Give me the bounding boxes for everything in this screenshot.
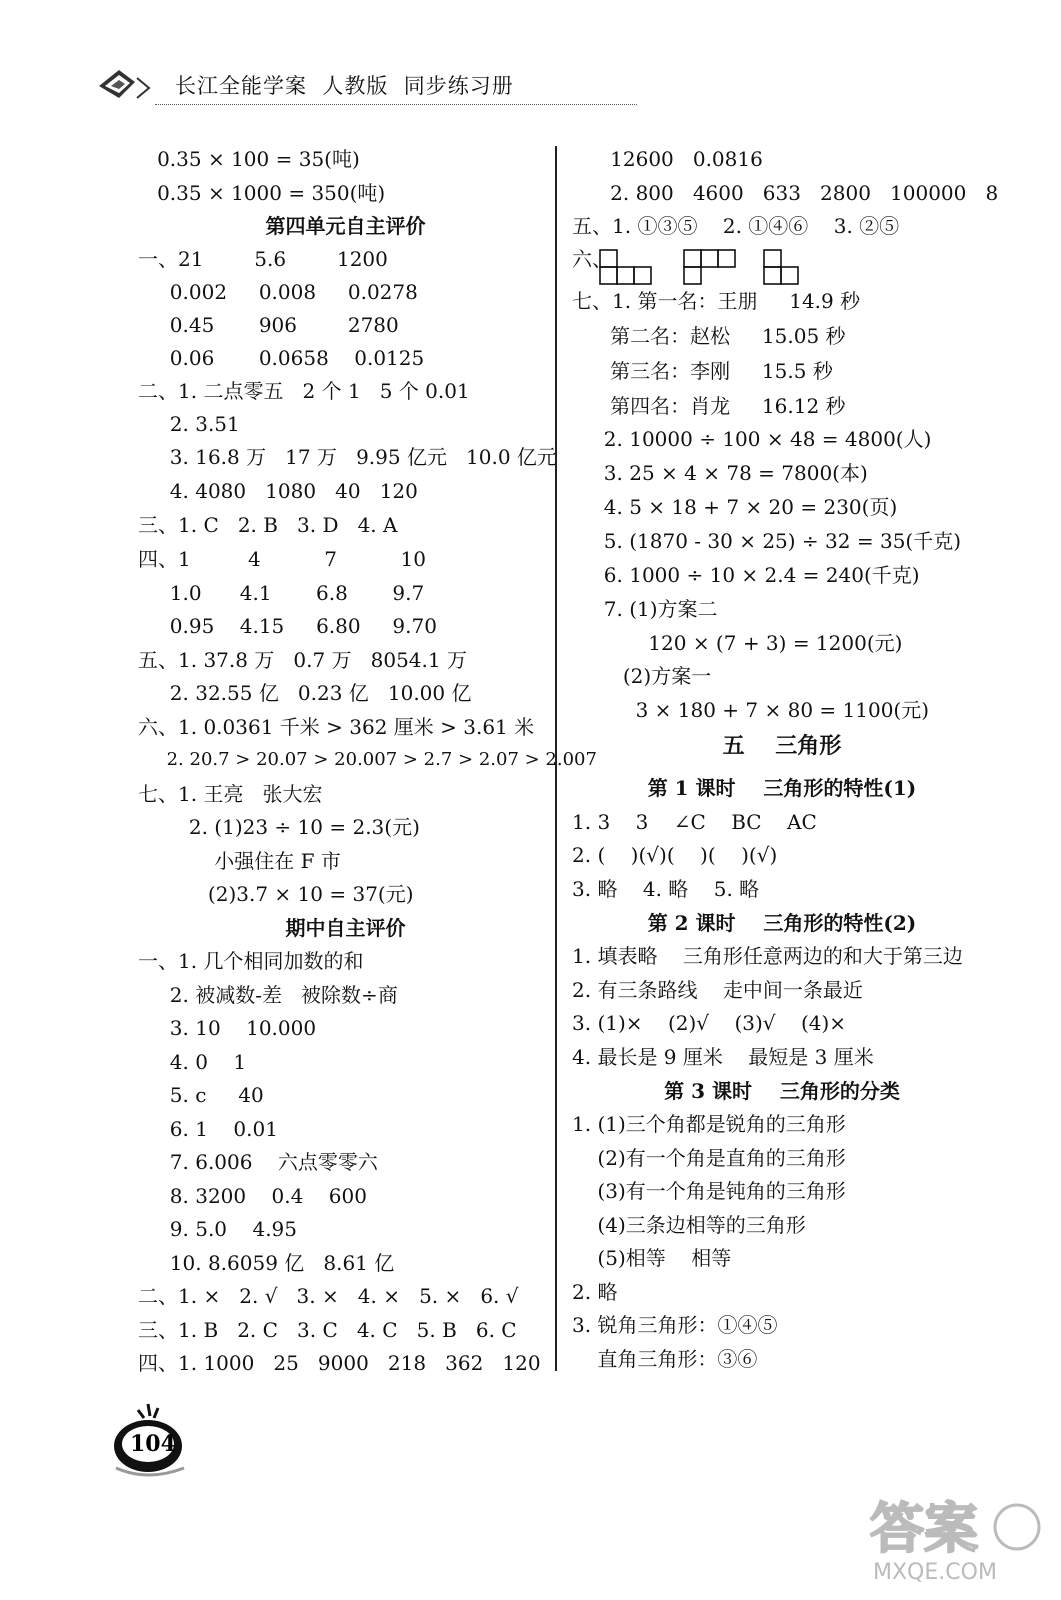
answer-line: 2. ( )(√)( )( )(√)	[572, 843, 778, 867]
answer-line: 三、1. B 2. C 3. C 4. C 5. B 6. C	[138, 1318, 517, 1342]
answer-line: 9. 5.0 4.95	[138, 1217, 297, 1241]
answer-line: 五、1. 37.8 万 0.7 万 8054.1 万	[138, 648, 467, 672]
lesson-heading: 第 3 课时 三角形的分类	[664, 1079, 900, 1103]
answer-line: 6. 1000 ÷ 10 × 2.4 = 240(千克)	[572, 563, 920, 587]
lesson-heading: 第 2 课时 三角形的特性(2)	[647, 911, 917, 935]
answer-line: 2. 10000 ÷ 100 × 48 = 4800(人)	[572, 427, 932, 451]
answer-line: 3. 10 10.000	[138, 1016, 317, 1040]
header-title: 长江全能学案 人教版 同步练习册	[175, 74, 514, 98]
answer-line: 4. 最长是 9 厘米 最短是 3 厘米	[572, 1045, 874, 1069]
answer-line: 1.0 4.1 6.8 9.7	[138, 581, 425, 605]
watermark-main: 答案	[870, 1497, 978, 1560]
chapter-heading: 五 三角形	[722, 733, 842, 759]
answer-line: 0.06 0.0658 0.0125	[138, 346, 425, 370]
answer-line: 二、1. 二点零五 2 个 1 5 个 0.01	[138, 379, 470, 403]
answer-line: 2. 略	[572, 1280, 618, 1304]
answer-line: 一、1. 几个相同加数的和	[138, 949, 364, 973]
answer-line: 四、1. 1000 25 9000 218 362 120	[138, 1351, 541, 1375]
watermark-icon	[865, 1485, 1045, 1585]
answer-line: 10. 8.6059 亿 8.61 亿	[138, 1251, 395, 1275]
answer-line: 120 × (7 + 3) = 1200(元)	[572, 631, 903, 655]
view-diagram-3	[764, 250, 798, 284]
answer-line: 六、	[572, 247, 612, 271]
answer-line: 直角三角形：③⑥	[572, 1347, 758, 1371]
section-heading: 第四单元自主评价	[265, 214, 426, 238]
answer-line: 0.95 4.15 6.80 9.70	[138, 614, 437, 638]
answer-line: 第四名：肖龙 16.12 秒	[572, 394, 846, 418]
answer-line: 8. 3200 0.4 600	[138, 1184, 367, 1208]
answer-line: 2. 32.55 亿 0.23 亿 10.00 亿	[138, 681, 472, 705]
answer-line: 3. (1)× (2)√ (3)√ (4)×	[572, 1011, 847, 1035]
answer-line: 二、1. × 2. √ 3. × 4. × 5. × 6. √	[138, 1284, 519, 1308]
answer-line: 3. 略 4. 略 5. 略	[572, 877, 760, 901]
answer-line: 4. 4080 1080 40 120	[138, 479, 418, 503]
answer-line: 5. (1870 - 30 × 25) ÷ 32 = 35(千克)	[572, 529, 962, 553]
answer-line: 7. (1)方案二	[572, 597, 718, 621]
answer-line: 六、1. 0.0361 千米 > 362 厘米 > 3.61 米	[138, 715, 535, 739]
answer-line: 2. 有三条路线 走中间一条最近	[572, 978, 863, 1002]
answer-line: 7. 6.006 六点零零六	[138, 1150, 378, 1174]
answer-line: 2. (1)23 ÷ 10 = 2.3(元)	[138, 815, 420, 839]
answer-line: 2. 20.7 > 20.07 > 20.007 > 2.7 > 2.07 > 2.007	[138, 749, 597, 770]
answer-line: (2)方案一	[572, 664, 712, 688]
answer-line: 3. 16.8 万 17 万 9.95 亿元 10.0 亿元	[138, 445, 557, 469]
answer-line: 4. 5 × 18 + 7 × 20 = 230(页)	[572, 495, 898, 519]
answer-line: 小强住在 F 市	[138, 849, 341, 873]
answer-line: 2. 3.51	[138, 412, 240, 436]
lesson-heading: 第 1 课时 三角形的特性(1)	[647, 776, 917, 800]
answer-line: (5)相等 相等	[572, 1246, 732, 1270]
answer-line: 四、1 4 7 10	[138, 547, 426, 571]
answer-line: 第三名：李刚 15.5 秒	[572, 359, 833, 383]
answer-line: 3. 锐角三角形：①④⑤	[572, 1313, 778, 1337]
section-heading: 期中自主评价	[285, 916, 406, 940]
answer-line: 七、1. 第一名：王朋 14.9 秒	[572, 289, 861, 313]
answer-line: 3. 25 × 4 × 78 = 7800(本)	[572, 461, 868, 485]
answer-line: 12600 0.0816	[572, 147, 763, 171]
answer-line: 5. c 40	[138, 1083, 264, 1107]
answer-line: (2)3.7 × 10 = 37(元)	[138, 882, 414, 906]
answer-line: 1. (1)三个角都是锐角的三角形	[572, 1112, 846, 1136]
answer-line: 3 × 180 + 7 × 80 = 1100(元)	[572, 698, 930, 722]
answer-line: 1. 3 3 ∠C BC AC	[572, 810, 817, 834]
view-diagram-1	[600, 250, 651, 284]
view-diagrams	[598, 248, 808, 286]
answer-line: (2)有一个角是直角的三角形	[572, 1146, 846, 1170]
page-number: 104	[130, 1431, 176, 1457]
answer-line: 0.35 × 100 = 35(吨)	[138, 147, 360, 171]
watermark-sub: MXQE.COM	[873, 1560, 997, 1585]
answer-line: 2. 800 4600 633 2800 100000 8	[572, 181, 999, 205]
answer-line: 一、21 5.6 1200	[138, 247, 388, 271]
answer-line: 五、1. ①③⑤ 2. ①④⑥ 3. ②⑤	[572, 214, 900, 238]
answer-line: 2. 被减数-差 被除数÷商	[138, 983, 398, 1007]
answer-line: (4)三条边相等的三角形	[572, 1213, 806, 1237]
answer-line: 0.45 906 2780	[138, 313, 399, 337]
answer-line: 第二名：赵松 15.05 秒	[572, 324, 846, 348]
answer-line: 三、1. C 2. B 3. D 4. A	[138, 513, 398, 537]
header-rule	[155, 104, 637, 105]
answer-line: 6. 1 0.01	[138, 1117, 278, 1141]
answer-line: 4. 0 1	[138, 1050, 247, 1074]
answer-line: 0.002 0.008 0.0278	[138, 280, 418, 304]
page-header	[95, 62, 545, 112]
header-logo-icon	[95, 64, 159, 108]
answer-line: 1. 填表略 三角形任意两边的和大于第三边	[572, 944, 963, 968]
view-diagram-2	[684, 250, 735, 284]
answer-line: (3)有一个角是钝角的三角形	[572, 1179, 846, 1203]
answer-line: 七、1. 王亮 张大宏	[138, 782, 323, 806]
column-divider	[555, 146, 557, 1371]
answer-line: 0.35 × 1000 = 350(吨)	[138, 181, 386, 205]
